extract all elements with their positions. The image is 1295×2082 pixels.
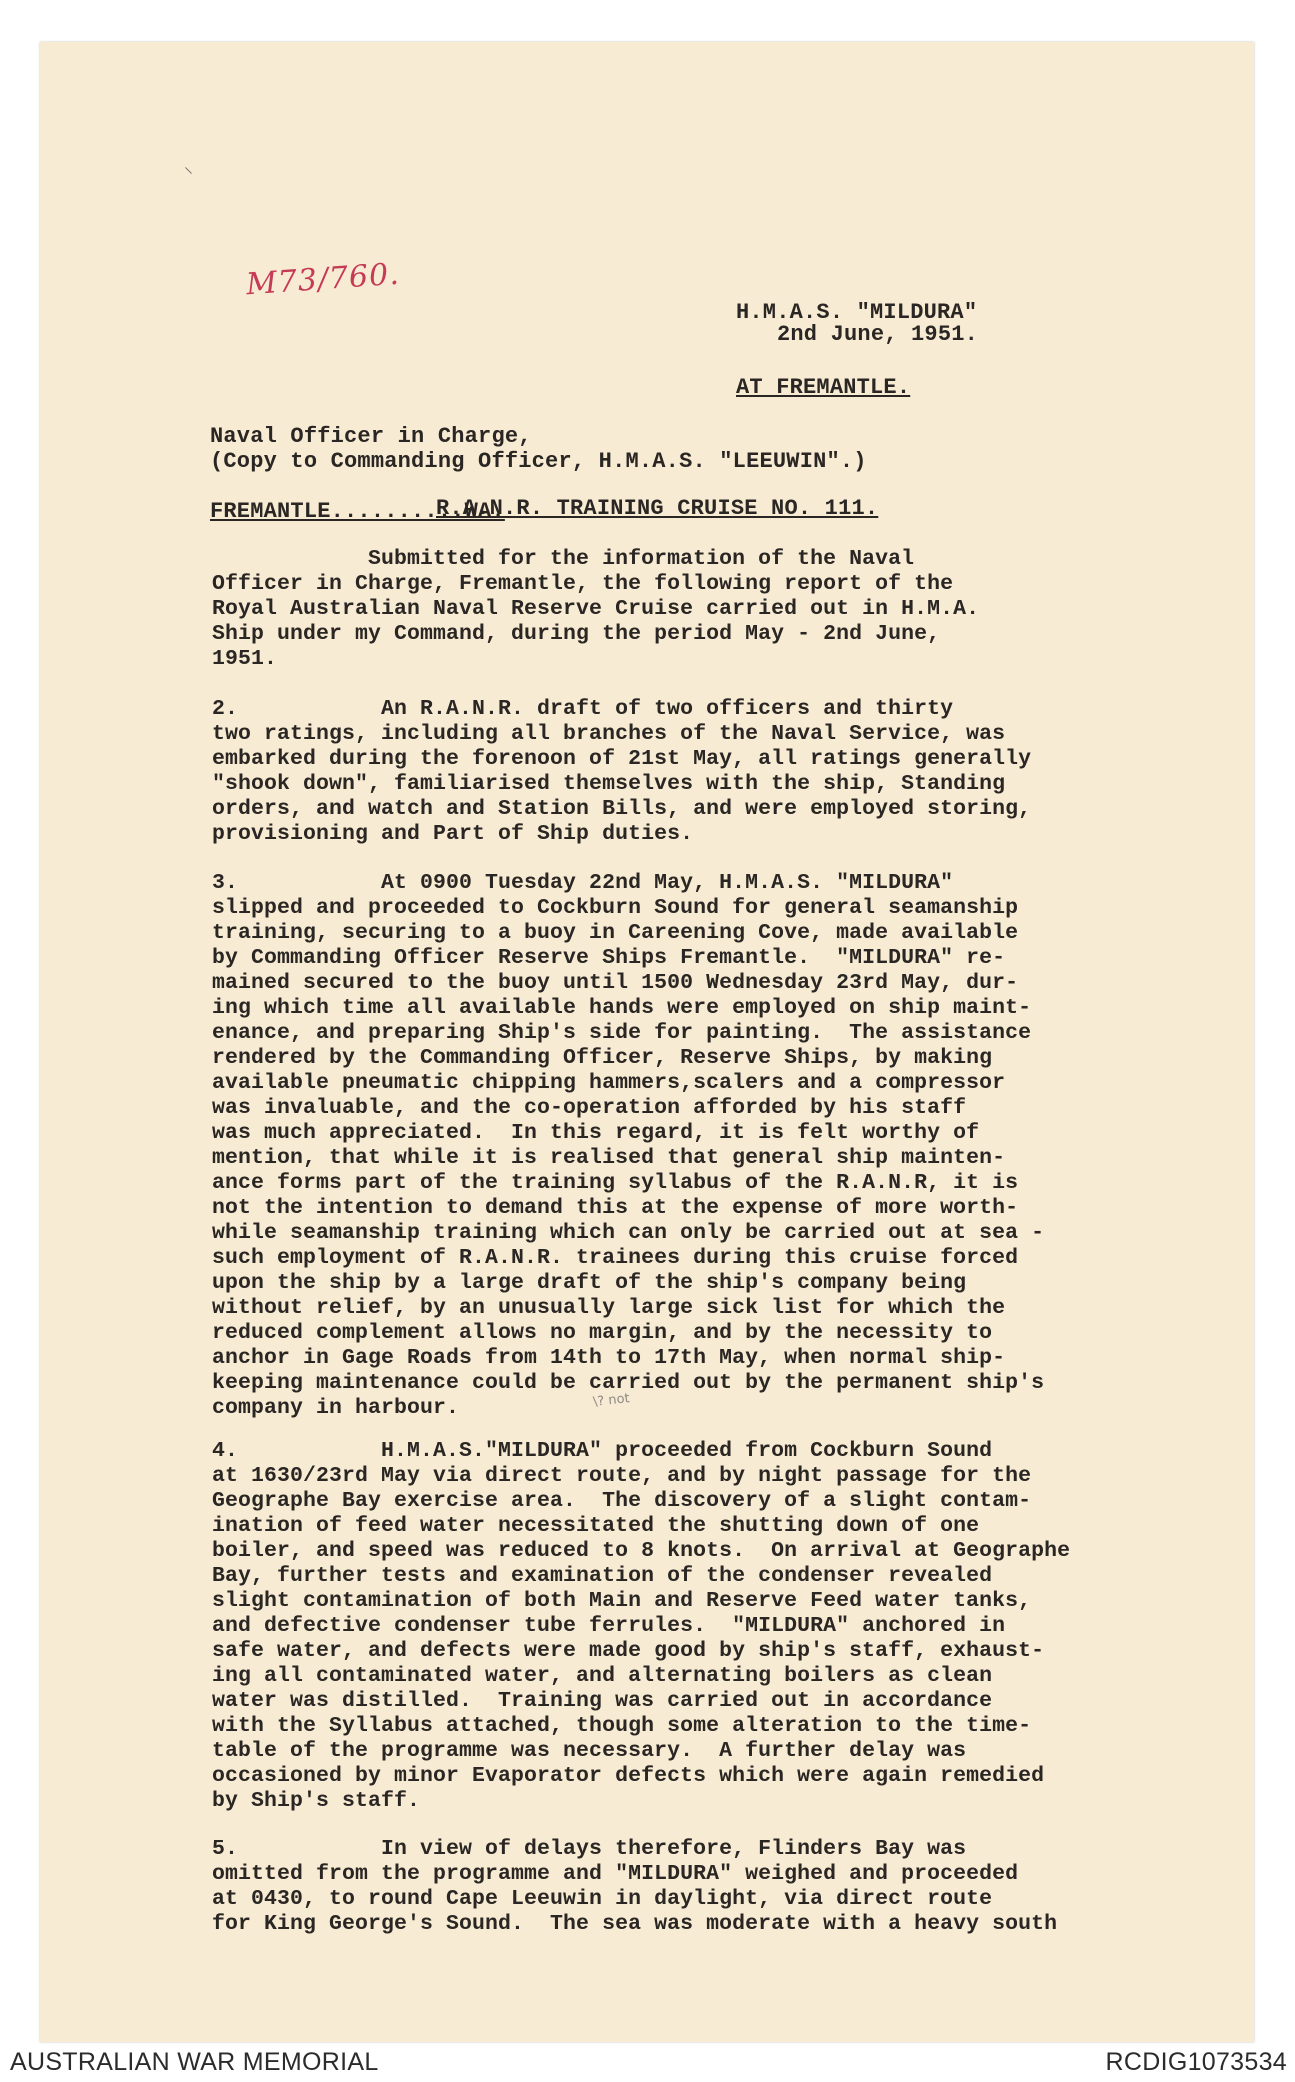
ship-location: AT FREMANTLE. — [736, 375, 911, 400]
paragraph-4: 4. H.M.A.S."MILDURA" proceeded from Cockburn Sound at 1630/23rd May via direct route, and by night passage for the Geographe Bay exercise area. The discovery of a slight contam- ination of feed water necessitated the shutting down of one boiler, and speed was reduced to 8 knots. On arrival at Geographe Bay, further tests and examination of the condenser revealed slight contamination of both Main and Reserve Feed water tanks, and defective condenser tube ferrules. "MILDURA" anchored in safe water, and defects were made good by ship's staff, exhaust- ing all contaminated water, and alternating boilers as clean water was distilled. Training was carried out in accordance with the Syllabus attached, though some alteration to the time- table of the programme was necessary. A further delay was occasioned by minor Evaporator defects which were again remedied by Ship's staff. — [212, 1439, 1071, 1813]
paragraph-5: 5. In view of delays therefore, Flinders Bay was omitted from the programme and "MILDURA" weighed and proceeded at 0430, to round Cape Leeuwin in daylight, via direct route for King George's Sound. The sea was moderate with a heavy south — [212, 1837, 1058, 1936]
addressee-line-1: Naval Officer in Charge, — [210, 424, 532, 449]
paragraph-3: 3. At 0900 Tuesday 22nd May, H.M.A.S. "MILDURA" slipped and proceeded to Cockburn Sound for general seamanship training, securing to a buoy in Careening Cove, made available by Commanding Officer Reserve Ships Fremantle. "MILDURA" re- mained secured to the buoy until 1500 Wednesday 23rd May, dur- ing which time all available hands were employed on ship maint- enance, and preparing Ship's side for painting. The assistance rendered by the Commanding Officer, Reserve Ships, by making available pneumatic chipping hammers,scalers and a compressor was invaluable, and the co-operation afforded by his staff was much appreciated. In this regard, it is felt worthy of mention, that while it is realised that general ship mainten- ance forms part of the training syllabus of the R.A.N.R, it is not the intention to demand this at the expense of more worth- while seamanship training which can only be carried out at sea - such employment of R.A.N.R. trainees during this cruise forced upon the ship by a large draft of the ship's company being without relief, by an unusually large sick list for which the reduced complement allows no margin, and by the necessity to anchor in Gage Roads from 14th to 17th May, when normal ship- keeping maintenance could be carried out by the permanent ship's company in harbour. — [212, 871, 1045, 1420]
footer-credit: AUSTRALIAN WAR MEMORIAL — [10, 2048, 379, 2076]
pencil-tick-mark: ⸌ — [184, 164, 193, 185]
footer-id: RCDIG1073534 — [1105, 2048, 1287, 2076]
paragraph-1: Submitted for the information of the Naval Officer in Charge, Fremantle, the following report of the Royal Australian Naval Reserve Cruise carried out in H.M.A. Ship under my Command, during the period May - 2nd June, 1951. — [212, 547, 980, 671]
subject-heading: R.A.N.R. TRAINING CRUISE NO. 111. — [436, 496, 879, 521]
paragraph-2: 2. An R.A.N.R. draft of two officers and thirty two ratings, including all branches of the Naval Service, was embarked during the forenoon of 21st May, all ratings generally "shook down", familiarised themselves with the ship, Standing orders, and watch and Station Bills, and were employed storing, provisioning and Part of Ship duties. — [212, 697, 1032, 846]
addressee-line-2: FREMANTLE..........WA. — [210, 499, 505, 524]
ship-name: H.M.A.S. "MILDURA" — [736, 300, 978, 325]
file-reference-annotation: M73/760. — [244, 256, 401, 303]
pencil-margin-note: \? not — [592, 1391, 631, 1410]
copy-to-line: (Copy to Commanding Officer, H.M.A.S. "LEEUWIN".) — [210, 449, 867, 474]
letter-date: 2nd June, 1951. — [777, 322, 979, 347]
